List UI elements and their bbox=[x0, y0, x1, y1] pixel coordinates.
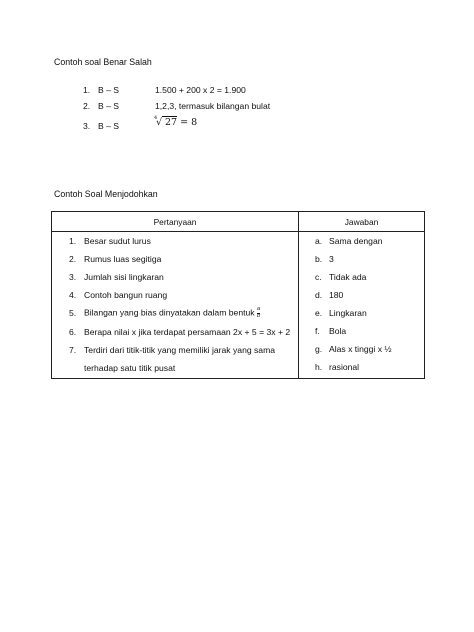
answer-text: Bola bbox=[329, 326, 347, 336]
question-text: Berapa nilai x jika terdapat persamaan 2x + 5 = 3x + 2 bbox=[84, 327, 291, 337]
question-number: 3. bbox=[69, 272, 77, 282]
answer-text: Alas x tinggi x ½ bbox=[329, 344, 392, 354]
tf-statement: 1,2,3, termasuk bilangan bulat bbox=[155, 101, 271, 111]
tf-statement: 1.500 + 200 x 2 = 1.900 bbox=[155, 85, 246, 95]
tf-number: 2. bbox=[83, 101, 91, 111]
answer-letter: f. bbox=[315, 326, 320, 336]
answer-letter: d. bbox=[315, 290, 323, 300]
fraction-denominator: b bbox=[256, 313, 261, 319]
answer-letter: e. bbox=[315, 308, 323, 318]
fraction bbox=[257, 307, 260, 319]
answer-text: 3 bbox=[329, 254, 334, 264]
question-text: Jumlah sisi lingkaran bbox=[84, 272, 164, 282]
question-number: 7. bbox=[69, 345, 77, 355]
question-text: Terdiri dari titik-titik yang memiliki jarak yang sama bbox=[84, 345, 276, 355]
question-number: 4. bbox=[69, 290, 77, 300]
header-question: Pertanyaan bbox=[52, 212, 299, 232]
answer-letter: b. bbox=[315, 254, 323, 264]
answer-letter: g. bbox=[315, 344, 323, 354]
matching-table bbox=[51, 211, 425, 379]
question-number: 6. bbox=[69, 327, 77, 337]
answers-cell bbox=[299, 232, 424, 378]
answer-text: Sama dengan bbox=[329, 236, 383, 246]
answer-letter: a. bbox=[315, 236, 323, 246]
tf-number: 1. bbox=[83, 85, 91, 95]
answer-text: rasional bbox=[329, 362, 360, 372]
answer-text: Lingkaran bbox=[329, 308, 367, 318]
tf-choice: B – S bbox=[98, 121, 120, 131]
answer-letter: h. bbox=[315, 362, 323, 372]
question-number: 5. bbox=[69, 308, 77, 318]
root-index: 4 bbox=[154, 115, 158, 121]
answer-letter: c. bbox=[315, 272, 322, 282]
tf-number: 3. bbox=[83, 121, 91, 131]
answer-text: 180 bbox=[329, 290, 344, 300]
question-text-continued: terhadap satu titik pusat bbox=[84, 363, 176, 373]
section1-title: Contoh soal Benar Salah bbox=[54, 57, 152, 67]
fraction-numerator: a bbox=[256, 306, 261, 312]
question-text: Besar sudut lurus bbox=[84, 236, 151, 246]
header-answer: Jawaban bbox=[299, 212, 425, 232]
question-text: Contoh bangun ruang bbox=[84, 290, 168, 300]
question-number: 1. bbox=[69, 236, 77, 246]
question-text-part: Bilangan yang bias dinyatakan dalam bentuk bbox=[84, 307, 257, 318]
questions-cell bbox=[52, 232, 298, 378]
question-text: Rumus luas segitiga bbox=[84, 254, 162, 264]
section2-title: Contoh Soal Menjodohkan bbox=[54, 189, 158, 199]
answer-text: Tidak ada bbox=[329, 272, 367, 282]
radical-sign-icon: √ bbox=[156, 117, 163, 128]
tf-statement-root bbox=[154, 117, 197, 128]
tf-choice: B – S bbox=[98, 101, 120, 111]
tf-choice: B – S bbox=[98, 85, 120, 95]
question-text bbox=[84, 307, 260, 319]
radicand: 27 bbox=[162, 116, 177, 128]
root-equals: = 8 bbox=[177, 117, 198, 128]
question-number: 2. bbox=[69, 254, 77, 264]
